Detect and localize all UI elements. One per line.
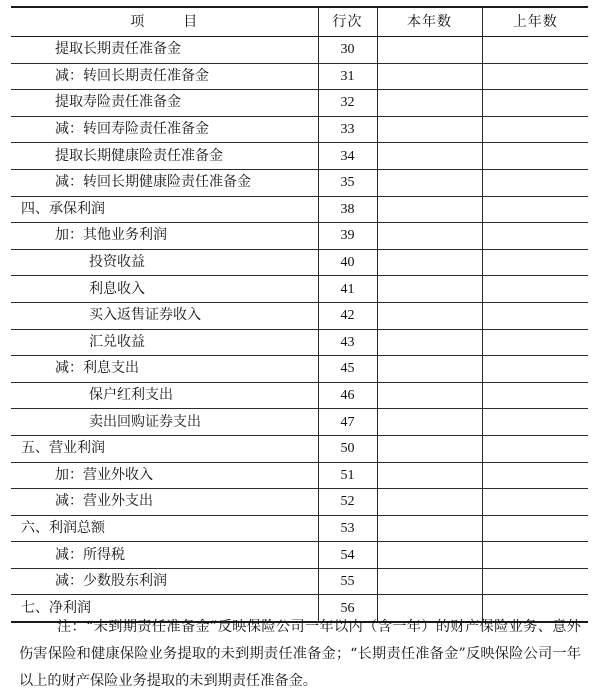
row-item-label: 七、净利润 (11, 595, 318, 622)
row-item-label: 加：营业外收入 (11, 462, 318, 489)
row-line-number: 46 (318, 382, 377, 409)
row-previous-year-value (482, 276, 588, 303)
row-current-year-value (377, 276, 482, 303)
row-previous-year-value (482, 90, 588, 117)
row-current-year-value (377, 462, 482, 489)
row-item-label: 六、利润总额 (11, 515, 318, 542)
row-current-year-value (377, 63, 482, 90)
row-current-year-value (377, 249, 482, 276)
row-item-label: 买入返售证券收入 (11, 302, 318, 329)
column-header-previous-year: 上年数 (482, 7, 588, 37)
row-previous-year-value (482, 196, 588, 223)
row-item-label: 减：利息支出 (11, 356, 318, 383)
row-previous-year-value (482, 542, 588, 569)
table-row (11, 382, 588, 409)
row-item-label: 五、营业利润 (11, 435, 318, 462)
row-previous-year-value (482, 329, 588, 356)
row-line-number: 35 (318, 169, 377, 196)
column-header-item-char-2: 目 (183, 13, 199, 30)
column-header-item (11, 7, 318, 37)
row-item-label: 投资收益 (11, 249, 318, 276)
row-current-year-value (377, 568, 482, 595)
row-current-year-value (377, 223, 482, 250)
row-line-number: 42 (318, 302, 377, 329)
table-row (11, 223, 588, 250)
row-item-label: 减：转回寿险责任准备金 (11, 116, 318, 143)
row-current-year-value (377, 116, 482, 143)
table-row (11, 409, 588, 436)
row-current-year-value (377, 356, 482, 383)
row-previous-year-value (482, 37, 588, 64)
income-statement-table (11, 6, 588, 623)
row-current-year-value (377, 90, 482, 117)
row-item-label: 利息收入 (11, 276, 318, 303)
row-line-number: 34 (318, 143, 377, 170)
row-item-label: 卖出回购证券支出 (11, 409, 318, 436)
row-line-number: 39 (318, 223, 377, 250)
row-previous-year-value (482, 515, 588, 542)
row-line-number: 32 (318, 90, 377, 117)
row-line-number: 38 (318, 196, 377, 223)
column-header-line-no: 行次 (318, 7, 377, 37)
row-item-label: 减：所得税 (11, 542, 318, 569)
table-body (11, 37, 588, 623)
row-line-number: 51 (318, 462, 377, 489)
row-line-number: 47 (318, 409, 377, 436)
row-previous-year-value (482, 568, 588, 595)
row-previous-year-value (482, 462, 588, 489)
row-previous-year-value (482, 302, 588, 329)
row-current-year-value (377, 302, 482, 329)
footnote: 注：“未到期责任准备金”反映保险公司一年以内（含一年）的财产保险业务、意外伤害保险和健康保险业务提取的未到期责任准备金；“长期责任准备金”反映保险公司一年以上的财产保险业务提取的未到期责任准备金。 (19, 619, 581, 690)
table-row (11, 169, 588, 196)
table-row (11, 249, 588, 276)
row-item-label: 减：营业外支出 (11, 489, 318, 516)
row-line-number: 50 (318, 435, 377, 462)
row-item-label: 提取寿险责任准备金 (11, 90, 318, 117)
table-header (11, 7, 588, 37)
row-line-number: 31 (318, 63, 377, 90)
table-row (11, 515, 588, 542)
row-previous-year-value (482, 116, 588, 143)
table-row (11, 196, 588, 223)
row-line-number: 33 (318, 116, 377, 143)
row-item-label: 提取长期健康险责任准备金 (11, 143, 318, 170)
row-previous-year-value (482, 409, 588, 436)
table-row (11, 356, 588, 383)
column-header-current-year: 本年数 (377, 7, 482, 37)
row-line-number: 52 (318, 489, 377, 516)
row-current-year-value (377, 382, 482, 409)
row-item-label: 减：转回长期健康险责任准备金 (11, 169, 318, 196)
table-row (11, 143, 588, 170)
row-item-label: 减：转回长期责任准备金 (11, 63, 318, 90)
row-current-year-value (377, 489, 482, 516)
row-item-label: 四、承保利润 (11, 196, 318, 223)
row-line-number: 54 (318, 542, 377, 569)
row-previous-year-value (482, 143, 588, 170)
table-row (11, 276, 588, 303)
table-row (11, 63, 588, 90)
row-item-label: 减：少数股东利润 (11, 568, 318, 595)
row-current-year-value (377, 515, 482, 542)
row-previous-year-value (482, 223, 588, 250)
row-previous-year-value (482, 63, 588, 90)
row-line-number: 40 (318, 249, 377, 276)
table-row (11, 542, 588, 569)
table-row (11, 489, 588, 516)
table-row (11, 435, 588, 462)
table-row (11, 90, 588, 117)
row-previous-year-value (482, 169, 588, 196)
row-line-number: 55 (318, 568, 377, 595)
row-current-year-value (377, 409, 482, 436)
row-previous-year-value (482, 489, 588, 516)
row-previous-year-value (482, 356, 588, 383)
row-previous-year-value (482, 382, 588, 409)
row-line-number: 30 (318, 37, 377, 64)
table-row (11, 37, 588, 64)
row-line-number: 45 (318, 356, 377, 383)
row-item-label: 提取长期责任准备金 (11, 37, 318, 64)
row-item-label: 保户红利支出 (11, 382, 318, 409)
table-row (11, 116, 588, 143)
row-line-number: 53 (318, 515, 377, 542)
row-previous-year-value (482, 249, 588, 276)
table-row (11, 568, 588, 595)
row-current-year-value (377, 169, 482, 196)
table-row (11, 329, 588, 356)
table-row (11, 462, 588, 489)
row-current-year-value (377, 143, 482, 170)
row-current-year-value (377, 196, 482, 223)
row-line-number: 56 (318, 595, 377, 622)
row-item-label: 汇兑收益 (11, 329, 318, 356)
row-current-year-value (377, 435, 482, 462)
row-current-year-value (377, 329, 482, 356)
row-current-year-value (377, 542, 482, 569)
row-item-label: 加：其他业务利润 (11, 223, 318, 250)
header-row (11, 7, 588, 37)
row-current-year-value (377, 37, 482, 64)
column-header-item-char-1: 项 (130, 13, 146, 30)
row-previous-year-value (482, 435, 588, 462)
row-line-number: 41 (318, 276, 377, 303)
row-line-number: 43 (318, 329, 377, 356)
table-row (11, 302, 588, 329)
